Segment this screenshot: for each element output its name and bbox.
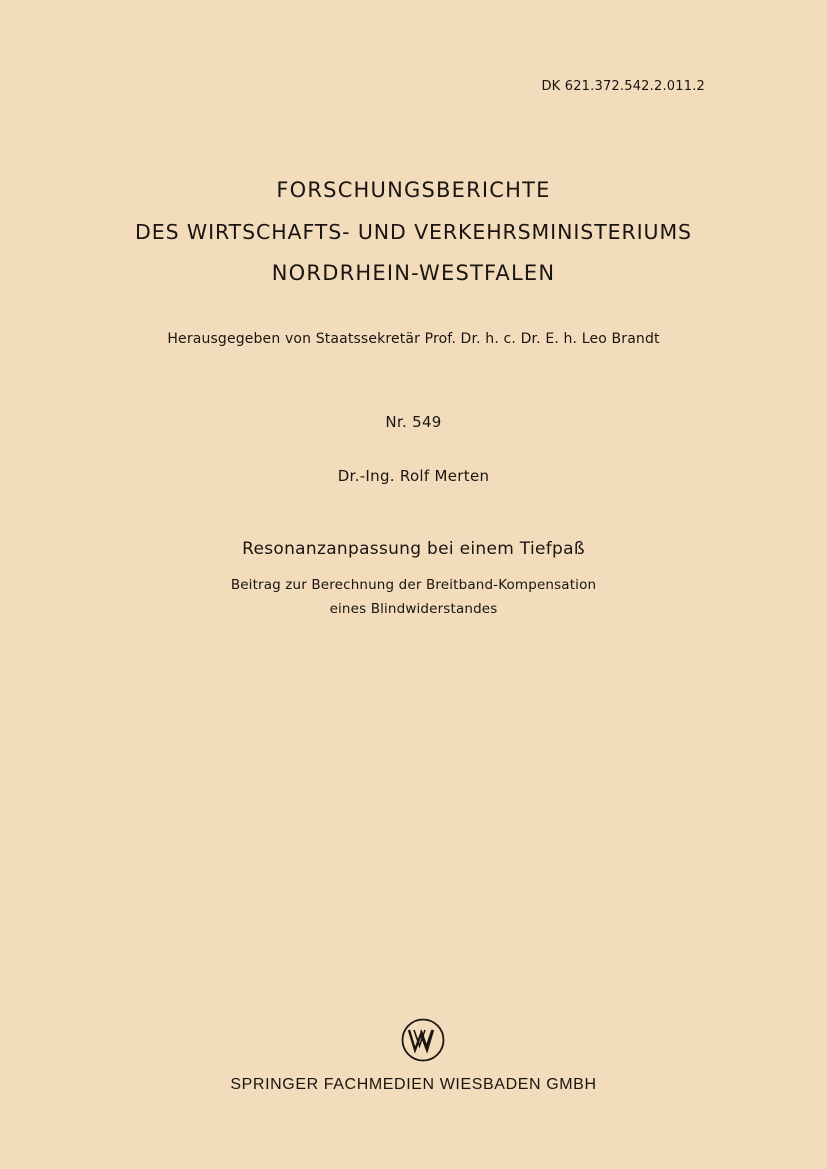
series-title-line-1: FORSCHUNGSBERICHTE bbox=[276, 178, 551, 202]
book-title: Resonanzanpassung bei einem Tiefpaß bbox=[242, 539, 585, 559]
springer-w-logo-icon bbox=[401, 1018, 445, 1062]
editor-line: Herausgegeben von Staatssekretär Prof. Dr. h. c. Dr. E. h. Leo Brandt bbox=[167, 331, 660, 347]
series-title-line-2: DES WIRTSCHAFTS- UND VERKEHRSMINISTERIUMS bbox=[135, 220, 692, 244]
classification-number: DK 621.372.542.2.011.2 bbox=[541, 79, 705, 94]
publisher-name: SPRINGER FACHMEDIEN WIESBADEN GMBH bbox=[230, 1076, 597, 1093]
subtitle-line-1: Beitrag zur Berechnung der Breitband-Kompensation bbox=[230, 577, 597, 593]
logo-letter: W bbox=[423, 1058, 424, 1059]
issue-number: Nr. 549 bbox=[385, 413, 442, 431]
series-title-line-3: NORDRHEIN-WESTFALEN bbox=[271, 261, 556, 285]
author-name: Dr.-Ing. Rolf Merten bbox=[337, 467, 490, 485]
subtitle-line-2: eines Blindwiderstandes bbox=[329, 601, 498, 617]
